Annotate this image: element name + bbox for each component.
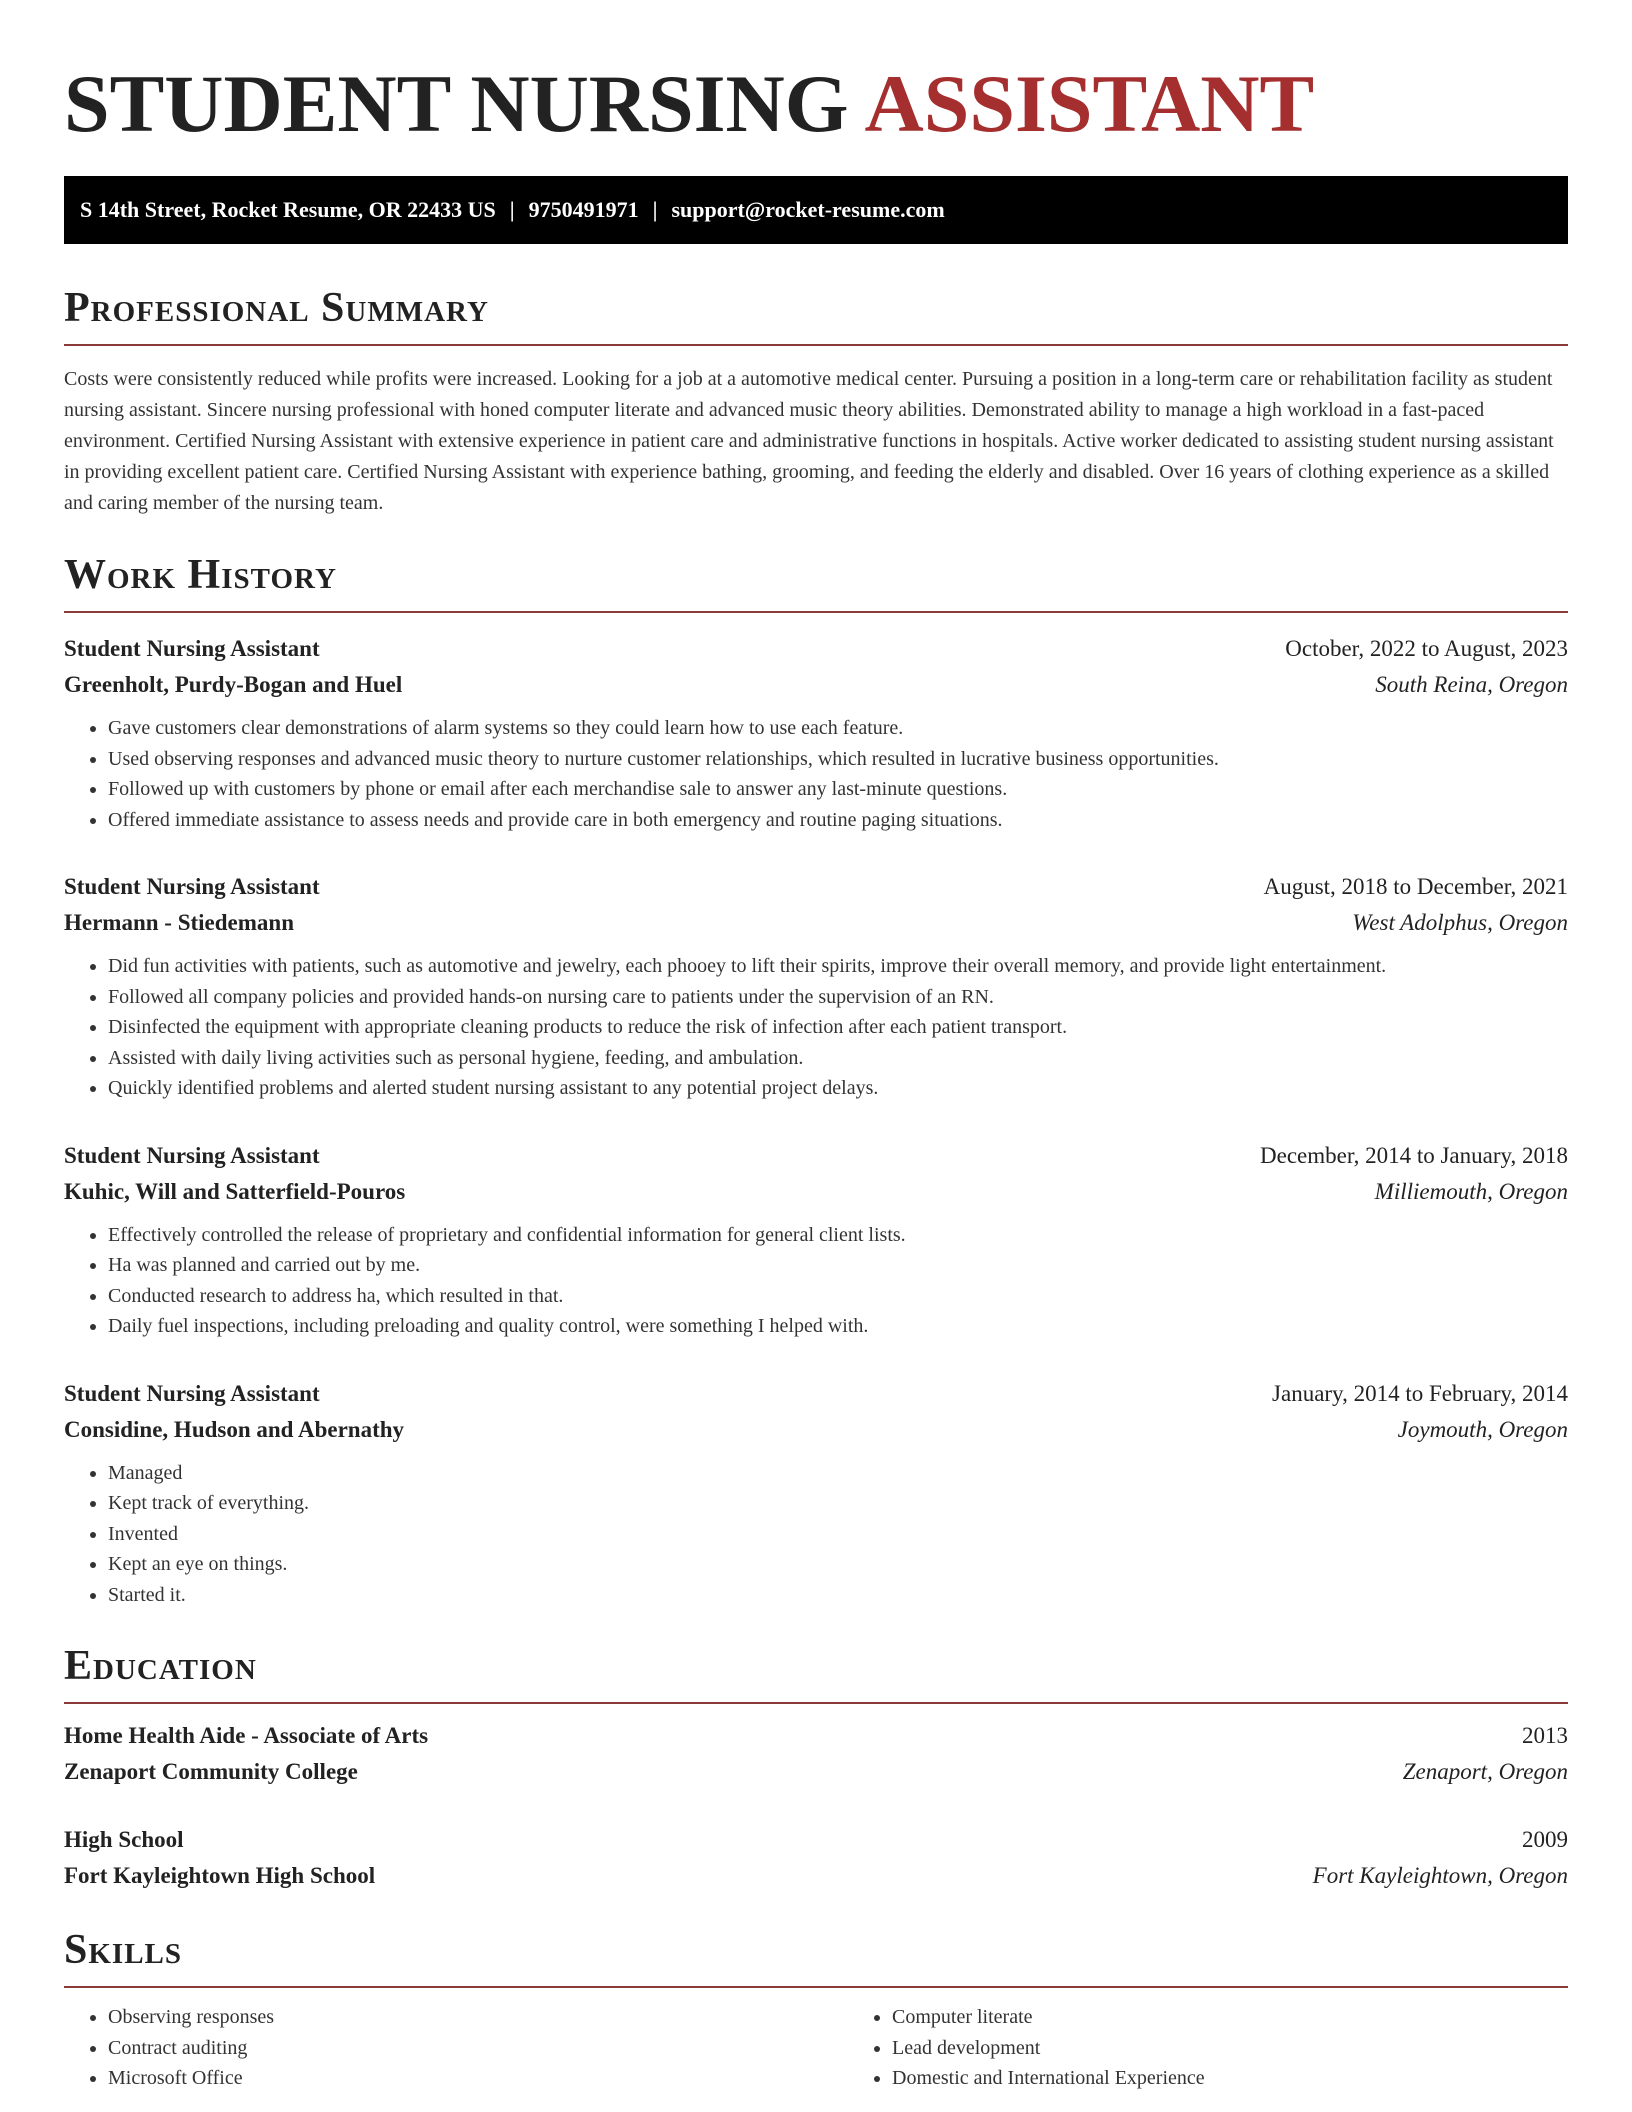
skill-item: • Microsoft Office bbox=[108, 2063, 848, 2094]
job-company: Considine, Hudson and Abernathy bbox=[64, 1416, 405, 1442]
contact-bar bbox=[64, 176, 1568, 244]
job-bullets bbox=[64, 951, 1568, 1104]
job-bullet: • Managed bbox=[108, 1458, 1568, 1489]
section-title: Education bbox=[64, 1643, 257, 1689]
job-bullet: • Quickly identified problems and alerted student nursing assistant to any potential project delays. bbox=[108, 1073, 1568, 1104]
contact-phone[interactable]: 9750491971 bbox=[528, 197, 639, 222]
contact-separator: | bbox=[509, 197, 515, 222]
resume-page bbox=[64, 0, 1568, 2094]
skills-columns bbox=[64, 2002, 1568, 2094]
section-title: Professional Summary bbox=[64, 285, 489, 331]
education-location: Fort Kayleightown, Oregon bbox=[1312, 1863, 1568, 1888]
contact-separator: | bbox=[652, 197, 658, 222]
job-company: Hermann - Stiedemann bbox=[64, 910, 294, 935]
education-degree: Home Health Aide - Associate of Arts bbox=[64, 1723, 429, 1748]
education-entry bbox=[64, 1718, 1568, 1790]
job-bullet: • Assisted with daily living activities such as personal hygiene, feeding, and ambulation. bbox=[108, 1043, 1568, 1074]
skills-list-right bbox=[848, 2002, 1568, 2094]
section-title: Work History bbox=[64, 552, 337, 598]
section-divider bbox=[64, 611, 1568, 613]
education-year: 2013 bbox=[1522, 1723, 1568, 1748]
work-history-section bbox=[64, 549, 1568, 1610]
summary-text: Costs were consistently reduced while profits were increased. Looking for a job at a automotive medical center. Pursuing a position in a long-term care or rehabilitation facility as student nursing assistant. Sincere nursing professional with honed computer literate and advanced music theory abilities. Demonstrated ability to manage a high workload in a fast-paced environment. Certified Nursing Assistant with extensive experience in patient care and administrative functions in hospitals. Active worker dedicated to assisting student nursing assistant in providing excellent patient care. Certified Nursing Assistant with experience bathing, grooming, and feeding the elderly and disabled. Over 16 years of clothing experience as a skilled and caring member of the nursing team. bbox=[64, 368, 1554, 514]
job-bullet: • Invented bbox=[108, 1519, 1568, 1550]
skill-item: • Lead development bbox=[892, 2033, 1568, 2064]
job-dates: January, 2014 to February, 2014 bbox=[1272, 1380, 1568, 1406]
education-degree: High School bbox=[64, 1827, 184, 1852]
job-bullet: • Followed all company policies and provided hands-on nursing care to patients under the supervision of an RN. bbox=[108, 982, 1568, 1013]
job-bullets bbox=[64, 1458, 1568, 1611]
contact-address: S 14th Street, Rocket Resume, OR 22433 US bbox=[80, 197, 496, 222]
job-bullet: • Started it. bbox=[108, 1580, 1568, 1611]
job-bullet: • Followed up with customers by phone or email after each merchandise sale to answer any last-minute questions. bbox=[108, 774, 1568, 805]
skill-item: • Contract auditing bbox=[108, 2033, 848, 2064]
contact-email[interactable]: support@rocket-resume.com bbox=[671, 197, 945, 222]
job-entry bbox=[64, 1138, 1568, 1342]
job-dates: December, 2014 to January, 2018 bbox=[1260, 1142, 1568, 1168]
education-school: Zenaport Community College bbox=[64, 1759, 358, 1784]
section-title: Skills bbox=[64, 1927, 183, 1973]
job-bullet: • Did fun activities with patients, such as automotive and jewelry, each phooey to lift their spirits, improve their overall memory, and provide light entertainment. bbox=[108, 951, 1568, 982]
education-entry bbox=[64, 1822, 1568, 1894]
skills-section bbox=[64, 1924, 1568, 2094]
skills-list-left bbox=[64, 2002, 848, 2094]
job-bullets bbox=[64, 1220, 1568, 1342]
job-entry bbox=[64, 869, 1568, 1104]
resume-name bbox=[64, 0, 1568, 150]
education-location: Zenaport, Oregon bbox=[1402, 1759, 1568, 1784]
professional-summary-section bbox=[64, 282, 1568, 519]
job-bullet: • Offered immediate assistance to assess needs and provide care in both emergency and routine paging situations. bbox=[108, 805, 1568, 836]
job-bullet: • Kept an eye on things. bbox=[108, 1549, 1568, 1580]
job-location: South Reina, Oregon bbox=[1375, 672, 1568, 697]
job-company: Kuhic, Will and Satterfield-Pouros bbox=[64, 1178, 406, 1204]
job-bullet: • Disinfected the equipment with appropriate cleaning products to reduce the risk of infection after each patient transport. bbox=[108, 1012, 1568, 1043]
section-divider bbox=[64, 1702, 1568, 1704]
job-bullet: • Effectively controlled the release of proprietary and confidential information for general client lists. bbox=[108, 1220, 1568, 1251]
section-divider bbox=[64, 1986, 1568, 1988]
job-position: Student Nursing Assistant bbox=[64, 1380, 320, 1406]
job-location: Milliemouth, Oregon bbox=[1374, 1178, 1568, 1204]
job-entry bbox=[64, 1376, 1568, 1611]
job-company: Greenholt, Purdy-Bogan and Huel bbox=[64, 672, 403, 697]
section-divider bbox=[64, 344, 1568, 346]
skill-item: • Observing responses bbox=[108, 2002, 848, 2033]
job-bullet: • Conducted research to address ha, which resulted in that. bbox=[108, 1281, 1568, 1312]
job-position: Student Nursing Assistant bbox=[64, 636, 320, 661]
job-location: West Adolphus, Oregon bbox=[1352, 910, 1568, 935]
job-dates: October, 2022 to August, 2023 bbox=[1285, 636, 1568, 661]
job-position: Student Nursing Assistant bbox=[64, 874, 320, 899]
education-school: Fort Kayleightown High School bbox=[64, 1863, 376, 1888]
job-bullet: • Daily fuel inspections, including preloading and quality control, were something I helped with. bbox=[108, 1311, 1568, 1342]
name-first: STUDENT NURSING bbox=[64, 58, 849, 149]
job-location: Joymouth, Oregon bbox=[1397, 1416, 1568, 1442]
name-last: ASSISTANT bbox=[864, 58, 1315, 149]
education-section bbox=[64, 1640, 1568, 1894]
job-bullet: • Ha was planned and carried out by me. bbox=[108, 1250, 1568, 1281]
skill-item: • Domestic and International Experience bbox=[892, 2063, 1568, 2094]
job-bullets bbox=[64, 713, 1568, 835]
skill-item: • Computer literate bbox=[892, 2002, 1568, 2033]
job-entry bbox=[64, 631, 1568, 835]
job-bullet: • Gave customers clear demonstrations of alarm systems so they could learn how to use each feature. bbox=[108, 713, 1568, 744]
job-bullet: • Used observing responses and advanced music theory to nurture customer relationships, which resulted in lucrative business opportunities. bbox=[108, 744, 1568, 775]
education-year: 2009 bbox=[1522, 1827, 1568, 1852]
job-bullet: • Kept track of everything. bbox=[108, 1488, 1568, 1519]
job-dates: August, 2018 to December, 2021 bbox=[1263, 874, 1568, 899]
job-position: Student Nursing Assistant bbox=[64, 1142, 320, 1168]
